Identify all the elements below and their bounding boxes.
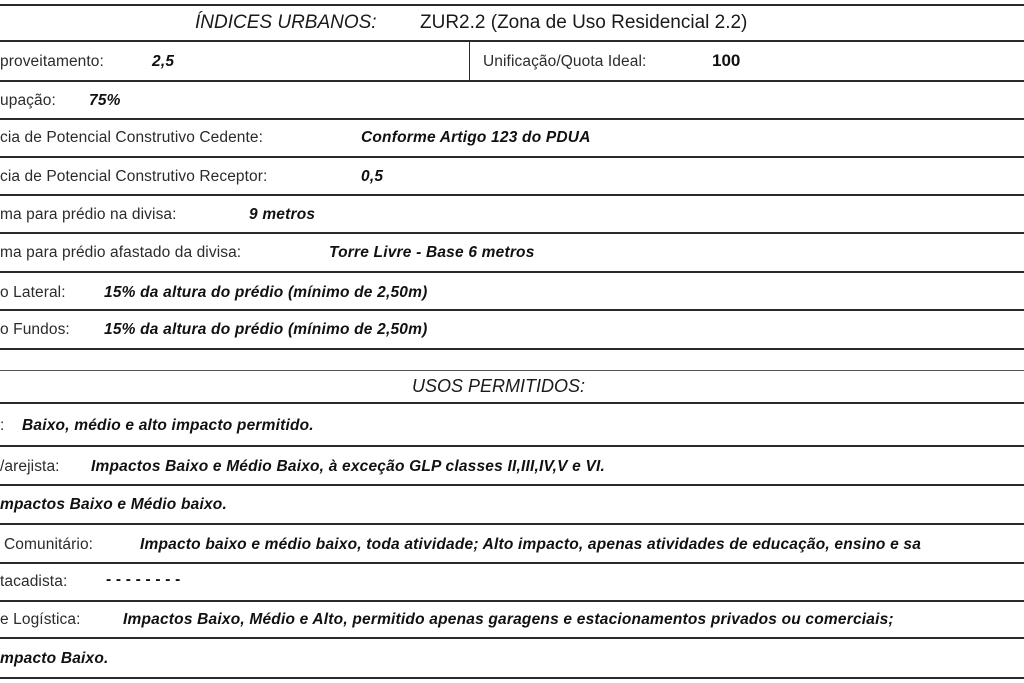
usos-value-residencial: Baixo, médio e alto impacto permitido. (22, 417, 314, 434)
row-value-divisa: 9 metros (249, 206, 316, 223)
row-value-receptor: 0,5 (361, 168, 384, 185)
usos-value-industrial: mpacto Baixo. (0, 650, 109, 667)
top-border (0, 4, 1024, 6)
divider (0, 402, 1024, 404)
usos-value-varejista: Impactos Baixo e Médio Baixo, à exceção GLP classes II,III,IV,V e VI. (91, 458, 606, 475)
divider (0, 484, 1024, 486)
row-label-divisa: ma para prédio na divisa: (0, 206, 177, 223)
indices-heading-label: ÍNDICES URBANOS: (195, 12, 377, 33)
row-label-receptor: cia de Potencial Construtivo Receptor: (0, 168, 268, 185)
usos-value-logistica: Impactos Baixo, Médio e Alto, permitido apenas garagens e estacionamentos privados ou comerciais; (123, 611, 894, 628)
usos-label-atacadista: tacadista: (0, 573, 68, 590)
divider (0, 156, 1024, 158)
row-value-ocupacao: 75% (89, 92, 121, 109)
usos-value-atacadista: - - - - - - - - (106, 571, 181, 588)
row-label-afastado: ma para prédio afastado da divisa: (0, 244, 242, 261)
unificacao-label: Unificação/Quota Ideal: (483, 53, 647, 70)
row-value-fundos: 15% da altura do prédio (mínimo de 2,50m) (104, 321, 428, 338)
divider (0, 637, 1024, 639)
divider (0, 562, 1024, 564)
divider (0, 348, 1024, 350)
row-label-aproveitamento: proveitamento: (0, 53, 104, 70)
divider (0, 80, 1024, 82)
row-value-afastado: Torre Livre - Base 6 metros (329, 244, 535, 261)
divider (0, 600, 1024, 602)
divider (0, 271, 1024, 273)
indices-heading-zone: ZUR2.2 (Zona de Uso Residencial 2.2) (420, 12, 748, 33)
usos-heading: USOS PERMITIDOS: (412, 376, 586, 396)
divider (0, 445, 1024, 447)
row-value-cedente: Conforme Artigo 123 do PDUA (361, 129, 591, 146)
row-value-aproveitamento: 2,5 (152, 53, 175, 70)
divider (0, 194, 1024, 196)
divider (0, 677, 1024, 679)
divider (0, 40, 1024, 42)
row-value-lateral: 15% da altura do prédio (mínimo de 2,50m) (104, 284, 428, 301)
usos-value-comunitario: Impacto baixo e médio baixo, toda atividade; Alto impacto, apenas atividades de educação, ensino e sa (140, 536, 922, 553)
usos-label-varejista: /arejista: (0, 458, 60, 475)
column-divider (469, 40, 470, 80)
usos-label-comunitario: Comunitário: (4, 536, 94, 553)
usos-label-residencial: : (0, 417, 5, 434)
row-label-fundos: o Fundos: (0, 321, 70, 338)
row-label-ocupacao: upação: (0, 92, 56, 109)
usos-value-servicos: mpactos Baixo e Médio baixo. (0, 496, 227, 513)
divider (0, 370, 1024, 371)
divider (0, 523, 1024, 525)
divider (0, 232, 1024, 234)
row-label-cedente: cia de Potencial Construtivo Cedente: (0, 129, 264, 146)
row-label-lateral: o Lateral: (0, 284, 66, 301)
usos-label-logistica: e Logística: (0, 611, 81, 628)
divider (0, 309, 1024, 311)
divider (0, 118, 1024, 120)
unificacao-value: 100 (712, 51, 741, 70)
